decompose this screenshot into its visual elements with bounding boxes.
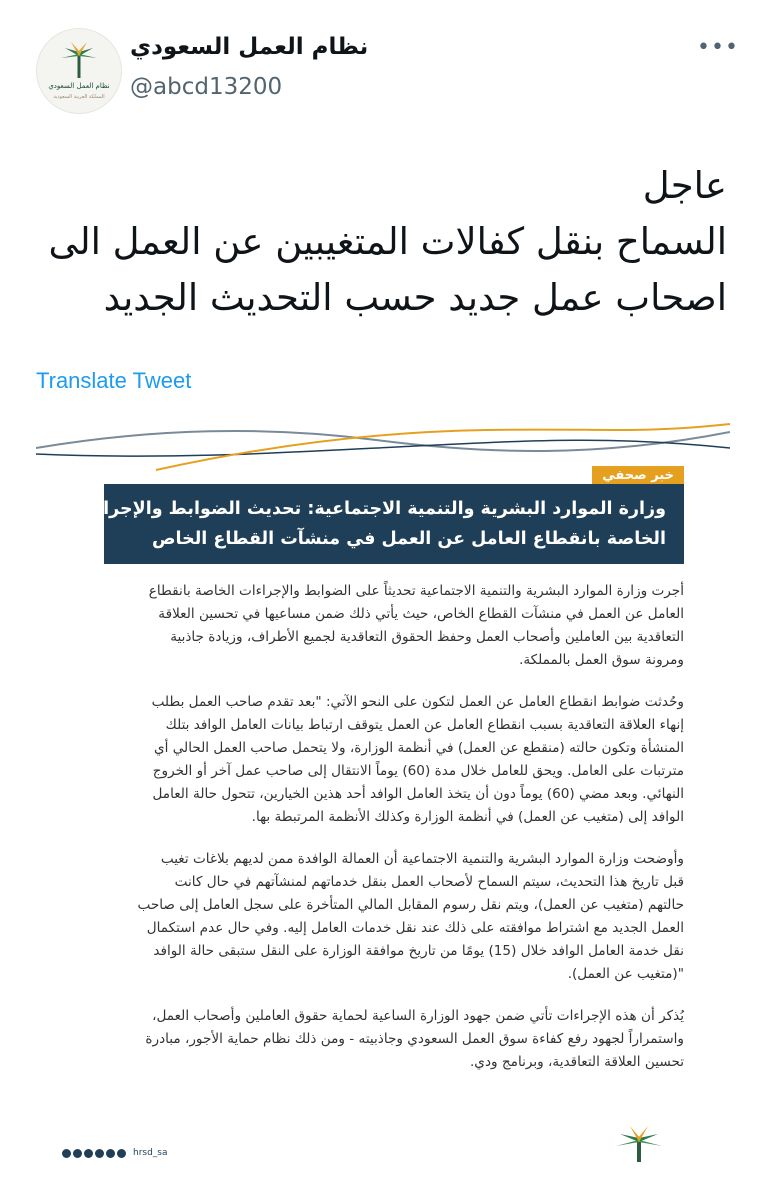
press-line: التعاقدية بين العاملين وأصحاب العمل وحفظ الحقوق التعاقدية لجميع الأطراف، وزيادة جاذبية (170, 629, 684, 645)
tweet-line: اصحاب عمل جديد حسب التحديث الجديد (103, 276, 727, 319)
press-line: واستمراراً لجهود رفع كفاءة سوق العمل السعودي وجاذبيته - ومن ذلك نظام حماية الأجور، مبادرة (145, 1031, 684, 1047)
press-badge: خبر صحفي (592, 466, 684, 485)
ministry-palm-logo-icon (614, 1124, 664, 1164)
press-paragraph (92, 848, 684, 986)
press-title-line: وزارة الموارد البشرية والتنمية الاجتماعية: تحديث الضوابط والإجراءات (70, 499, 666, 519)
press-line: قبل تاريخ هذا التحديث، سيتم السماح لأصحاب العمل بنقل خدماتهم لمنشآتهم في حال كانت (174, 874, 684, 890)
account-name[interactable]: نظام العمل السعودي (130, 34, 369, 60)
press-line: مترتبات على العامل. ويحق للعامل خلال مدة (60) يوماً الانتقال إلى صاحب عمل آخر أو الخروج (152, 763, 684, 779)
press-line: العمل الجديد مع اشتراط موافقته على ذلك عند نقل خدمات العامل إليه. وفي حال عدم استكمال (146, 920, 684, 936)
palm-logo-icon (57, 40, 101, 80)
press-title (70, 484, 684, 564)
press-line: الوافد إلى (متغيب عن العمل) في أنظمة الوزارة وكذلك الأنظمة المرتبطة بها. (251, 809, 684, 825)
linkedin-icon (117, 1149, 126, 1158)
avatar[interactable] (36, 28, 122, 114)
press-paragraph (92, 691, 684, 829)
social-links (62, 1148, 168, 1158)
translate-tweet-link[interactable]: Translate Tweet (36, 368, 192, 393)
tweet-line: السماح بنقل كفالات المتغيبين عن العمل الى (48, 220, 727, 263)
twitter-icon (106, 1149, 115, 1158)
press-paragraph (92, 580, 684, 672)
press-line: العامل عن العمل في منشآت القطاع الخاص، حيث يأتي ذلك ضمن مساعيها في تحسين العلاقة (158, 606, 684, 622)
avatar-subtext: المملكة العربية السعودية (53, 94, 105, 100)
press-line: حالتهم (متغيب عن العمل)، ويتم نقل رسوم المقابل المالي المتأخرة على سجل العامل إلى صاحب (137, 897, 684, 913)
press-line: إنهاء العلاقة التعاقدية بسبب انقطاع العامل عن العمل يتوقف ارتباط بيانات العامل الوافد بتلك (165, 717, 684, 733)
press-line: ومرونة سوق العمل بالمملكة. (519, 652, 684, 668)
press-release-image[interactable] (36, 418, 730, 1178)
press-line: يُذكر أن هذه الإجراءات تأتي ضمن جهود الوزارة الساعية لحماية حقوق العاملين وأصحاب العمل، (152, 1008, 684, 1024)
press-line: المنشأة وتكون حالته (منقطع عن العمل) في أنظمة الوزارة، ولا يتحمل صاحب العمل الحالي أي (153, 740, 684, 756)
more-dots-icon[interactable]: ••• (697, 35, 739, 60)
press-body (92, 580, 684, 1093)
press-line: تحسين العلاقة التعاقدية، وبرنامج ودي. (469, 1054, 684, 1070)
instagram-icon (62, 1149, 71, 1158)
press-line: نقل خدمة العامل الوافد خلال (15) يومًا من تاريخ موافقة الوزارة على النقل ستبقى حالة الوافد (153, 943, 684, 959)
footer-handle: hrsd_sa (133, 1148, 168, 1158)
press-line: وأوضحت وزارة الموارد البشرية والتنمية الاجتماعية أن العمالة الوافدة ممن لديهم بلاغات تغيب (160, 851, 684, 867)
youtube-icon (73, 1149, 82, 1158)
press-line: "(متغيب عن العمل). (567, 966, 684, 982)
account-handle[interactable]: @abcd13200 (130, 74, 283, 100)
tweet-header (0, 0, 763, 130)
facebook-icon (84, 1149, 93, 1158)
tweet-text (27, 158, 727, 326)
avatar-text: نظام العمل السعودي (48, 82, 110, 90)
press-line: وحُدثت ضوابط انقطاع العامل عن العمل لتكون على النحو الآتي: "بعد تقدم صاحب العمل بطلب (151, 694, 684, 710)
press-title-line: الخاصة بانقطاع العامل عن العمل في منشآت القطاع الخاص (151, 529, 666, 549)
press-line: النهائي. وبعد مضي (60) يوماً دون أن يتخذ العامل الوافد أحد هذين الخيارين، تتحول حالة العامل (152, 786, 684, 802)
tweet-line: عاجل (642, 164, 727, 207)
press-paragraph (92, 1005, 684, 1074)
press-line: أجرت وزارة الموارد البشرية والتنمية الاجتماعية تحديثاً على الضوابط والإجراءات الخاصة بانقطاع (148, 583, 684, 599)
snapchat-icon (95, 1149, 104, 1158)
